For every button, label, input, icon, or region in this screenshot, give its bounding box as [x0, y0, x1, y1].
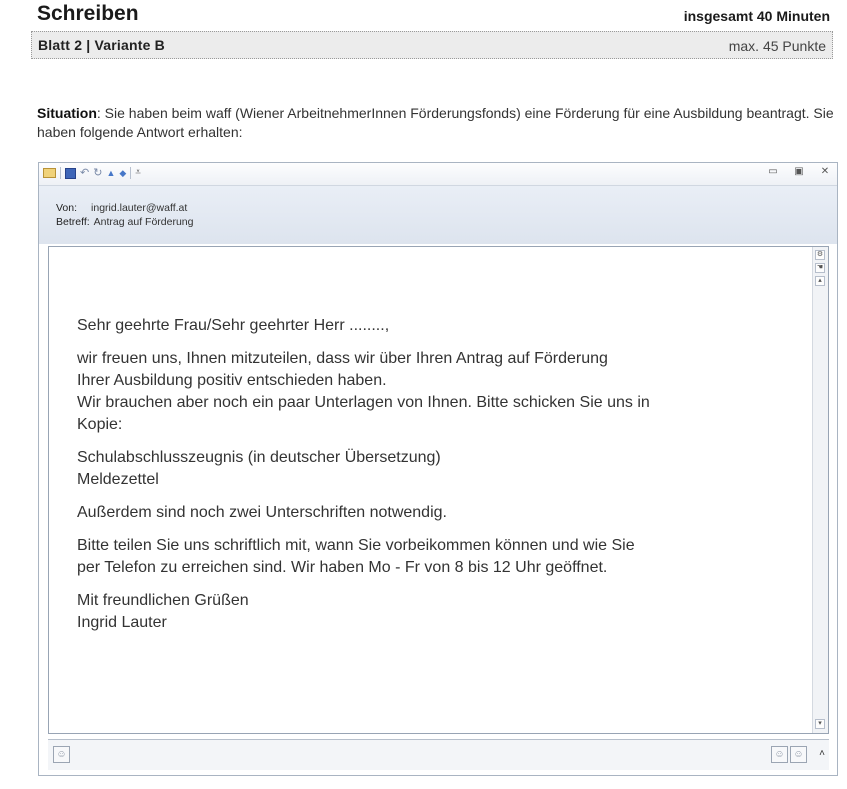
expand-caret-icon[interactable]: ˄ — [819, 748, 825, 759]
quick-access-icons — [43, 166, 141, 180]
from-label: Von: — [56, 202, 78, 214]
up-icon[interactable]: ▲ — [106, 168, 116, 178]
situation-body: : Sie haben beim waff (Wiener ArbeitnehmerInnen Förderungsfonds) eine Förderung für eine Ausbildung beantragt. Sie haben folgende Antwort erhalten: — [37, 105, 834, 140]
close-icon[interactable]: ✕ — [820, 166, 830, 177]
email-header — [39, 186, 837, 244]
paragraph-1-line-2: Ihrer Ausbildung positiv entschieden haben. — [77, 372, 387, 389]
undo-icon[interactable]: ↶ — [80, 167, 90, 179]
hand-icon[interactable]: ☚ — [816, 264, 824, 271]
window-controls — [767, 166, 831, 177]
salutation: Sehr geehrte Frau/Sehr geehrter Herr ........, — [77, 317, 390, 334]
scroll-tool-icon[interactable]: ⚙ — [816, 251, 824, 258]
toolbar-separator — [60, 167, 61, 179]
closing: Mit freundlichen Grüßen — [77, 592, 249, 609]
subject-label: Betreff: — [56, 216, 90, 228]
sheet-bar — [31, 31, 833, 59]
duration-label: insgesamt 40 Minuten — [683, 8, 830, 24]
vertical-scrollbar[interactable] — [812, 247, 828, 733]
situation-text — [37, 104, 842, 142]
mail-icon[interactable] — [43, 168, 56, 178]
paragraph-3-line-1: Bitte teilen Sie uns schriftlich mit, wann Sie vorbeikommen können und wie Sie — [77, 537, 635, 554]
situation-lead: Situation — [37, 105, 97, 121]
closing-block — [77, 590, 777, 634]
paragraph-1-line-1: wir freuen uns, Ihnen mitzuteilen, dass wir über Ihren Antrag auf Förderung — [77, 350, 608, 367]
save-icon[interactable] — [65, 168, 76, 179]
points-label: max. 45 Punkte — [728, 38, 826, 54]
quick-access-toolbar — [39, 163, 837, 186]
document-item-1: Schulabschlusszeugnis (in deutscher Übersetzung) — [77, 449, 441, 466]
paragraph-3-line-2: per Telefon zu erreichen sind. Wir haben Mo - Fr von 8 bis 12 Uhr geöffnet. — [77, 559, 608, 576]
toolbar-separator-2 — [130, 167, 131, 179]
scroll-up-icon[interactable]: ▴ — [815, 276, 825, 286]
document-list — [77, 447, 777, 491]
paragraph-3 — [77, 535, 777, 579]
from-row — [56, 202, 187, 214]
signature: Ingrid Lauter — [77, 614, 167, 631]
paragraph-1-line-4: Kopie: — [77, 416, 123, 433]
paragraph-2: Außerdem sind noch zwei Unterschriften notwendig. — [77, 504, 447, 521]
page-title: Schreiben — [37, 2, 139, 25]
paragraph-1 — [77, 348, 777, 436]
message-body[interactable] — [48, 246, 829, 734]
people-avatar-icon[interactable]: ☺ — [771, 746, 788, 763]
from-address[interactable]: ingrid.lauter@waff.at — [91, 202, 188, 214]
subject-row — [56, 216, 193, 228]
paragraph-1-line-3: Wir brauchen aber noch ein paar Unterlagen von Ihnen. Bitte schicken Sie uns in — [77, 394, 650, 411]
minimize-icon[interactable]: ▭ — [768, 166, 778, 177]
people-avatar-2-icon[interactable]: ☺ — [790, 746, 807, 763]
subject-value: Antrag auf Förderung — [93, 216, 194, 228]
sheet-label: Blatt 2 | Variante B — [38, 37, 165, 53]
customize-icon[interactable]: ⩡ — [135, 167, 141, 178]
scroll-down-icon[interactable]: ▾ — [815, 719, 825, 729]
document-item-2: Meldezettel — [77, 471, 159, 488]
email-window — [38, 162, 838, 776]
maximize-icon[interactable]: ▣ — [794, 166, 804, 177]
down-icon[interactable]: ◆ — [119, 168, 127, 178]
people-pane-bar — [48, 739, 829, 770]
contact-avatar-icon[interactable]: ☺ — [53, 746, 70, 763]
letter-text — [77, 315, 777, 645]
redo-icon[interactable]: ↻ — [93, 167, 103, 179]
